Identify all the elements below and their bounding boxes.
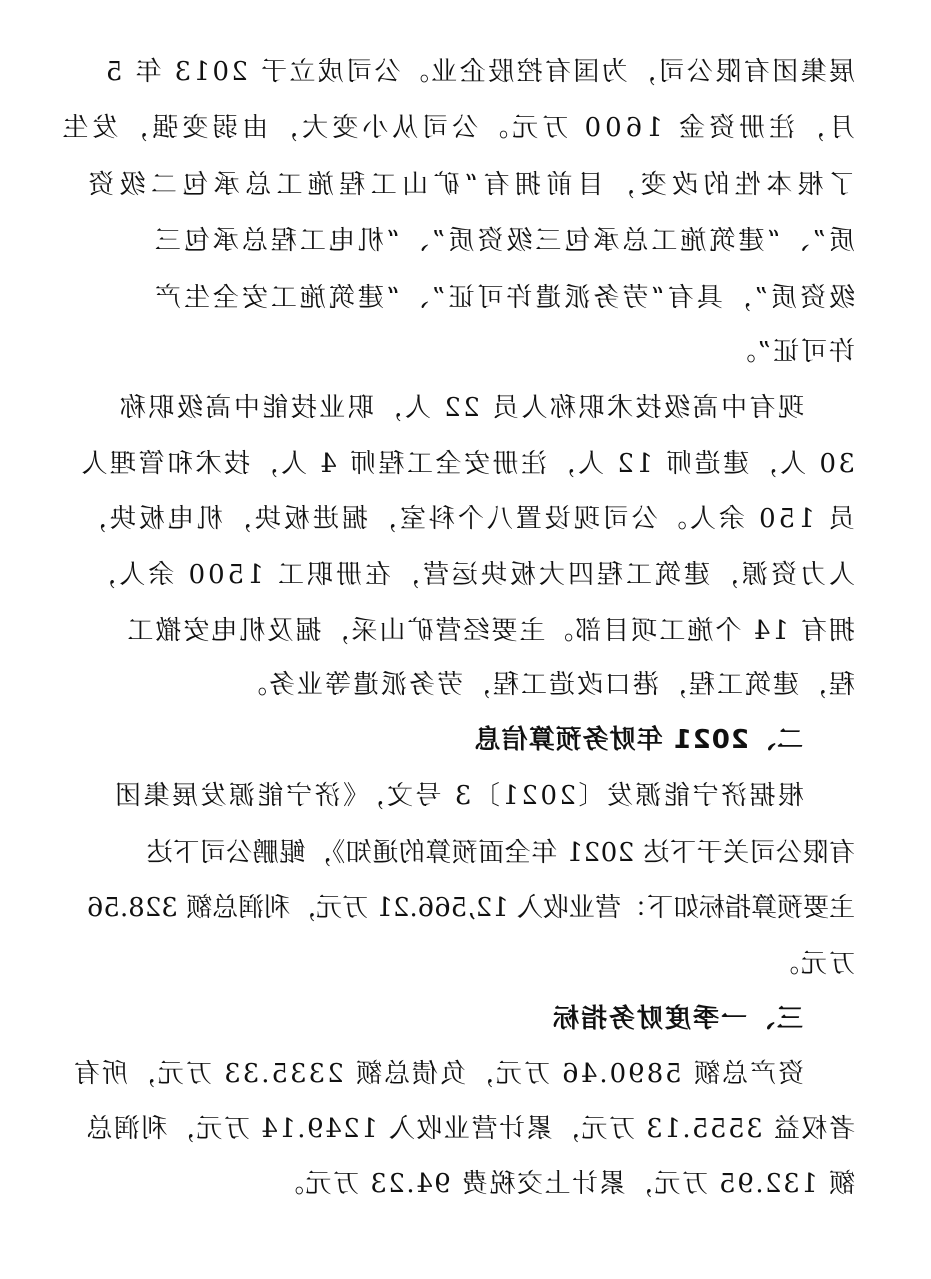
- para3-line4: 万元。: [770, 949, 855, 979]
- para1-line1: 展集团有限公司，为国有控股企业。公司成立于 2013 年 5: [103, 57, 855, 87]
- para2-line3: 员 150 余人。公司现设置八个科室，掘进板块，机电板块，: [77, 504, 855, 534]
- para2-line5: 拥有 14 个施工项目部。主要经营矿山采，掘及机电安撤工: [125, 616, 855, 646]
- para3-line3: 主要预算指标如下：营业收入 12,566.21 万元，利润总额 328.56: [86, 893, 855, 923]
- para4-line2: 者权益 3555.13 万元，累计营业收入 1249.14 万元，利润总: [84, 1114, 855, 1144]
- para1-line6: 许可证”。: [727, 337, 855, 367]
- para2-line4: 人力资源，建筑工程四大板块运营，在册职工 1500 余人，: [87, 560, 855, 590]
- section-heading-q1: 三、一季度财务指标: [550, 1004, 803, 1034]
- para1-line4: 质”、“建筑施工总承包三级资质”、“机电工程总承包三: [151, 226, 855, 256]
- para1-line5: 级资质”，具有“劳务派遣许可证”、“建筑施工安全生产: [151, 283, 855, 313]
- para2-line6: 程，建筑工程，港口改造工程，劳务派遣等业务。: [238, 670, 855, 700]
- para3-line2: 有限公司关于下达 2021 年全面预算的通知》，鲲鹏公司下达: [146, 838, 855, 868]
- para3-line1: 根据济宁能源发〔2021〕3 号文，《济宁能源发展集团: [112, 781, 804, 811]
- para4-line1: 资产总额 5890.46 万元，负债总额 2335.33 万元，所有: [71, 1059, 804, 1089]
- para1-line2: 月，注册资金 1600 万元。公司从小变大，由弱变强，发生: [58, 113, 855, 143]
- para2-line1: 现有中高级技术职称人员 22 人，职业技能中高级职称: [117, 393, 804, 423]
- section-heading-budget: 二、2021 年财务预算信息: [473, 725, 803, 755]
- para4-line3: 额 132.95 万元，累计上交税费 94.23 万元。: [276, 1169, 855, 1199]
- para1-line3: 了根本性的改变，目前拥有“矿山工程施工总承包二级资: [82, 170, 855, 200]
- para2-line2: 30 人，建造师 12 人，注册安全工程师 4 人，技术和管理人: [78, 449, 855, 479]
